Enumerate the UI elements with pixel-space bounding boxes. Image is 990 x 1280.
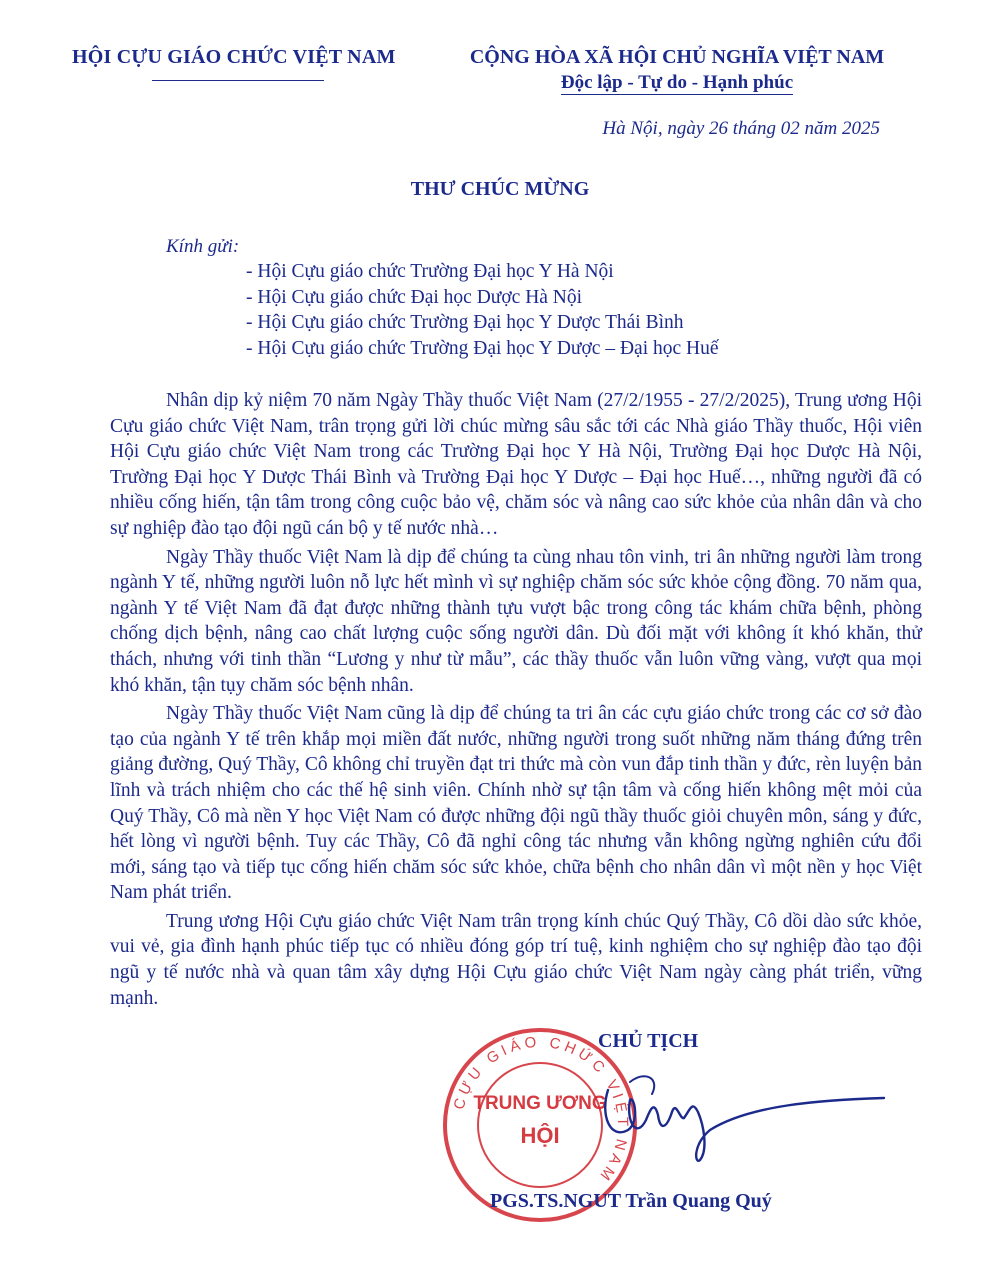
recipient-item: - Hội Cựu giáo chức Trường Đại học Y Dược Thái Bình (246, 312, 684, 333)
seal-ring-text: CỰU GIÁO CHỨC VIỆT NAM (450, 1033, 632, 1187)
signer-name: PGS.TS.NGUT Trần Quang Quý (490, 1190, 772, 1212)
national-motto (452, 72, 902, 94)
recipient-item: - Hội Cựu giáo chức Đại học Dược Hà Nội (246, 286, 583, 308)
body-paragraph: Ngày Thầy thuốc Việt Nam cũng là dịp để chúng ta tri ân các cựu giáo chức trong các cơ sở đào tạo của ngành Y tế trên khắp mọi miền đất nước, những người trong suốt những năm tháng đứng trên giảng đường, Quý Thầy, Cô không chỉ truyền đạt tri thức mà còn vun đắp tinh thần y đức, rèn luyện bản lĩnh và trách nhiệm cho các thế hệ sinh viên. Chính nhờ sự tận tâm và cống hiến không mệt mỏi của Quý Thầy, Cô mà nền Y học Việt Nam có được những đội ngũ thầy thuốc giỏi chuyên môn, sáng y đức, hết lòng vì người bệnh. Tuy các Thầy, Cô đã nghỉ công tác nhưng vẫn không ngừng nghiên cứu đổi mới, sáng tạo và tiếp tục cống hiến chăm sóc sức khỏe, chữa bệnh cho nhân dân vì một nền y học Việt Nam phát triển. (110, 703, 922, 904)
organization-name: HỘI CỰU GIÁO CHỨC VIỆT NAM (72, 46, 396, 68)
body-paragraph: Trung ương Hội Cựu giáo chức Việt Nam trân trọng kính chúc Quý Thầy, Cô dồi dào sức khỏe, vui vẻ, gia đình hạnh phúc tiếp tục có nhiều đóng góp trí tuệ, kinh nghiệm cho sự nghiệp đào tạo đội ngũ y tế nước nhà và quan tâm xây dựng Hội Cựu giáo chức Việt Nam ngày càng phát triển, vững mạnh. (110, 910, 922, 1009)
motto-text: Độc lập - Tự do - Hạnh phúc (560, 72, 794, 93)
seal-line-2: HỘI (520, 1123, 560, 1148)
body-paragraph: Nhân dịp kỷ niệm 70 năm Ngày Thầy thuốc Việt Nam (27/2/1955 - 27/2/2025), Trung ương Hội Cựu giáo chức Việt Nam, trân trọng gửi lời chúc mừng sâu sắc tới các Nhà giáo Thầy thuốc, Hội viên Hội Cựu giáo chức Việt Nam trong các Trường Đại học Y Hà Nội, Trường Đại học Dược Hà Nội, Trường Đại học Y Dược Thái Bình và Trường Đại học Y Dược – Đại học Huế…, những người đã có nhiều cống hiến, tận tâm trong công cuộc bảo vệ, chăm sóc và nâng cao sức khỏe của nhân dân và cho sự nghiệp đào tạo đội ngũ cán bộ y tế nước nhà… (110, 390, 922, 539)
recipient-list (246, 259, 719, 361)
letter-title: THƯ CHÚC MỪNG (410, 178, 590, 200)
seal-line-1: TRUNG ƯƠNG (473, 1093, 607, 1114)
salutation: Kính gửi: (166, 236, 240, 257)
national-title: CỘNG HÒA XÃ HỘI CHỦ NGHĨA VIỆT NAM (469, 46, 885, 68)
organization-underline (152, 80, 324, 81)
recipient-item: - Hội Cựu giáo chức Trường Đại học Y Hà Nội (246, 261, 614, 282)
body-paragraph: Ngày Thầy thuốc Việt Nam là dịp để chúng ta cùng nhau tôn vinh, tri ân những người làm trong ngành Y tế, những người luôn nỗ lực hết mình vì sự nghiệp chăm sóc sức khỏe cộng đồng. 70 năm qua, ngành Y tế Việt Nam đã đạt được những thành tựu vượt bậc trong công tác khám chữa bệnh, phòng chống dịch bệnh, nâng cao chất lượng cuộc sống người dân. Dù đối mặt với không ít khó khăn, thử thách, nhưng với tinh thần “Lương y như từ mẫu”, các thầy thuốc vẫn luôn vững vàng, vượt qua mọi khó khăn, tận tụy chăm sóc bệnh nhân. (110, 546, 922, 696)
handwritten-signature (600, 1060, 890, 1170)
date-line: Hà Nội, ngày 26 tháng 02 năm 2025 (602, 118, 880, 139)
letter-body (110, 388, 922, 1014)
recipient-item: - Hội Cựu giáo chức Trường Đại học Y Dược – Đại học Huế (246, 337, 719, 359)
signer-position: CHỦ TỊCH (598, 1030, 699, 1052)
